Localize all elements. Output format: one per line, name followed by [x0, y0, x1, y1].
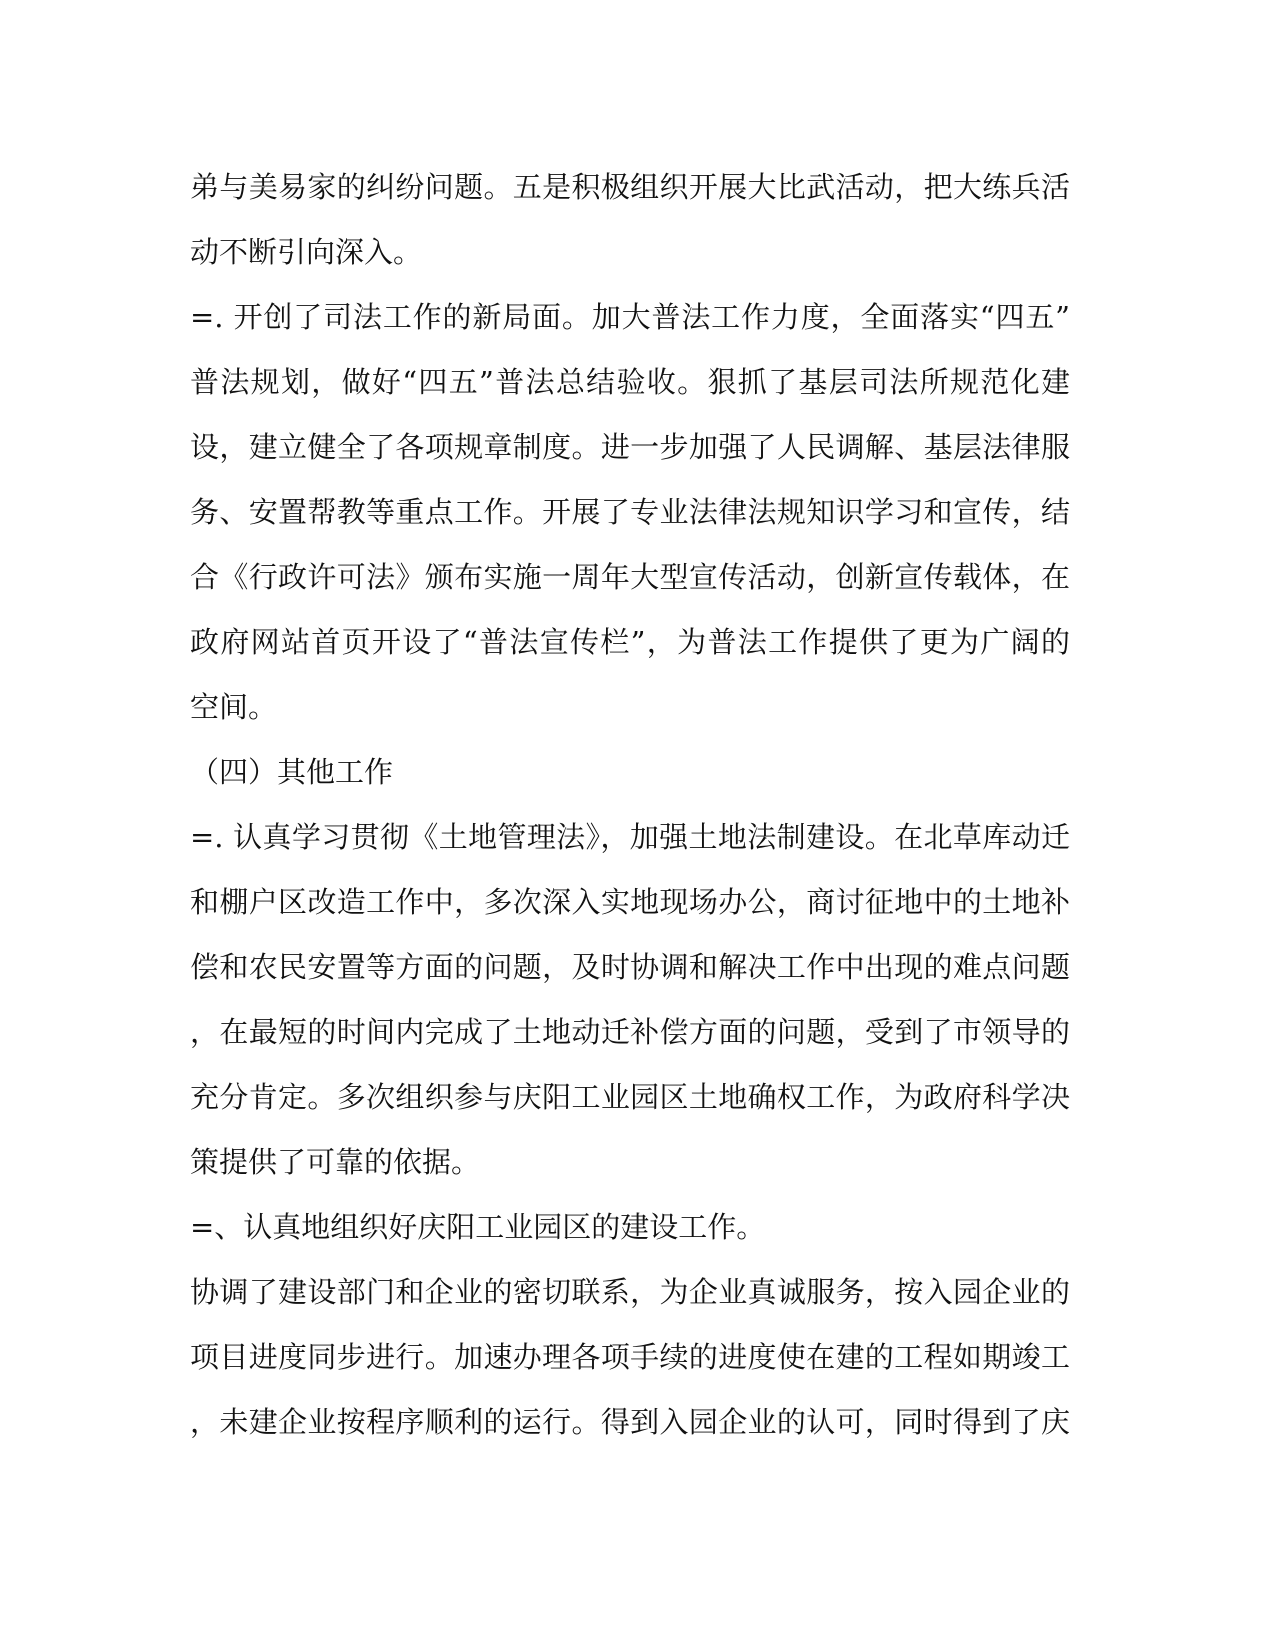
text-line: 和棚户区改造工作中，多次深入实地现场办公，商讨征地中的土地补: [190, 885, 1070, 919]
text-line: ，在最短的时间内完成了土地动迁补偿方面的问题，受到了市领导的: [190, 1015, 1070, 1049]
text-line: （四）其他工作: [190, 755, 394, 789]
text-line: 弟与美易家的纠纷问题。五是积极组织开展大比武活动，把大练兵活: [190, 170, 1070, 204]
text-line: 充分肯定。多次组织参与庆阳工业园区土地确权工作，为政府科学决: [190, 1080, 1070, 1114]
text-line: 普法规划，做好“四五”普法总结验收。狠抓了基层司法所规范化建: [190, 365, 1070, 399]
document-body: [190, 155, 1070, 1455]
text-line: 协调了建设部门和企业的密切联系，为企业真诚服务，按入园企业的: [190, 1275, 1070, 1309]
text-line: 务、安置帮教等重点工作。开展了专业法律法规知识学习和宣传，结: [190, 495, 1070, 529]
text-line: 设，建立健全了各项规章制度。进一步加强了人民调解、基层法律服: [190, 430, 1070, 464]
text-line: 项目进度同步进行。加速办理各项手续的进度使在建的工程如期竣工: [190, 1340, 1070, 1374]
text-line: 偿和农民安置等方面的问题，及时协调和解决工作中出现的难点问题: [190, 950, 1070, 984]
text-line: =、认真地组织好庆阳工业园区的建设工作。: [190, 1210, 766, 1244]
text-line: =. 开创了司法工作的新局面。加大普法工作力度，全面落实“四五”: [190, 300, 1070, 334]
text-line: =. 认真学习贯彻《土地管理法》，加强土地法制建设。在北草库动迁: [190, 820, 1070, 854]
text-line: 动不断引向深入。: [190, 235, 423, 269]
text-line: ，未建企业按程序顺利的运行。得到入园企业的认可，同时得到了庆: [190, 1405, 1070, 1439]
text-line: 策提供了可靠的依据。: [190, 1145, 481, 1179]
text-line: 空间。: [190, 690, 278, 724]
text-line: 合《行政许可法》颁布实施一周年大型宣传活动，创新宣传载体，在: [190, 560, 1070, 594]
text-line: 政府网站首页开设了“普法宣传栏”，为普法工作提供了更为广阔的: [190, 625, 1070, 659]
